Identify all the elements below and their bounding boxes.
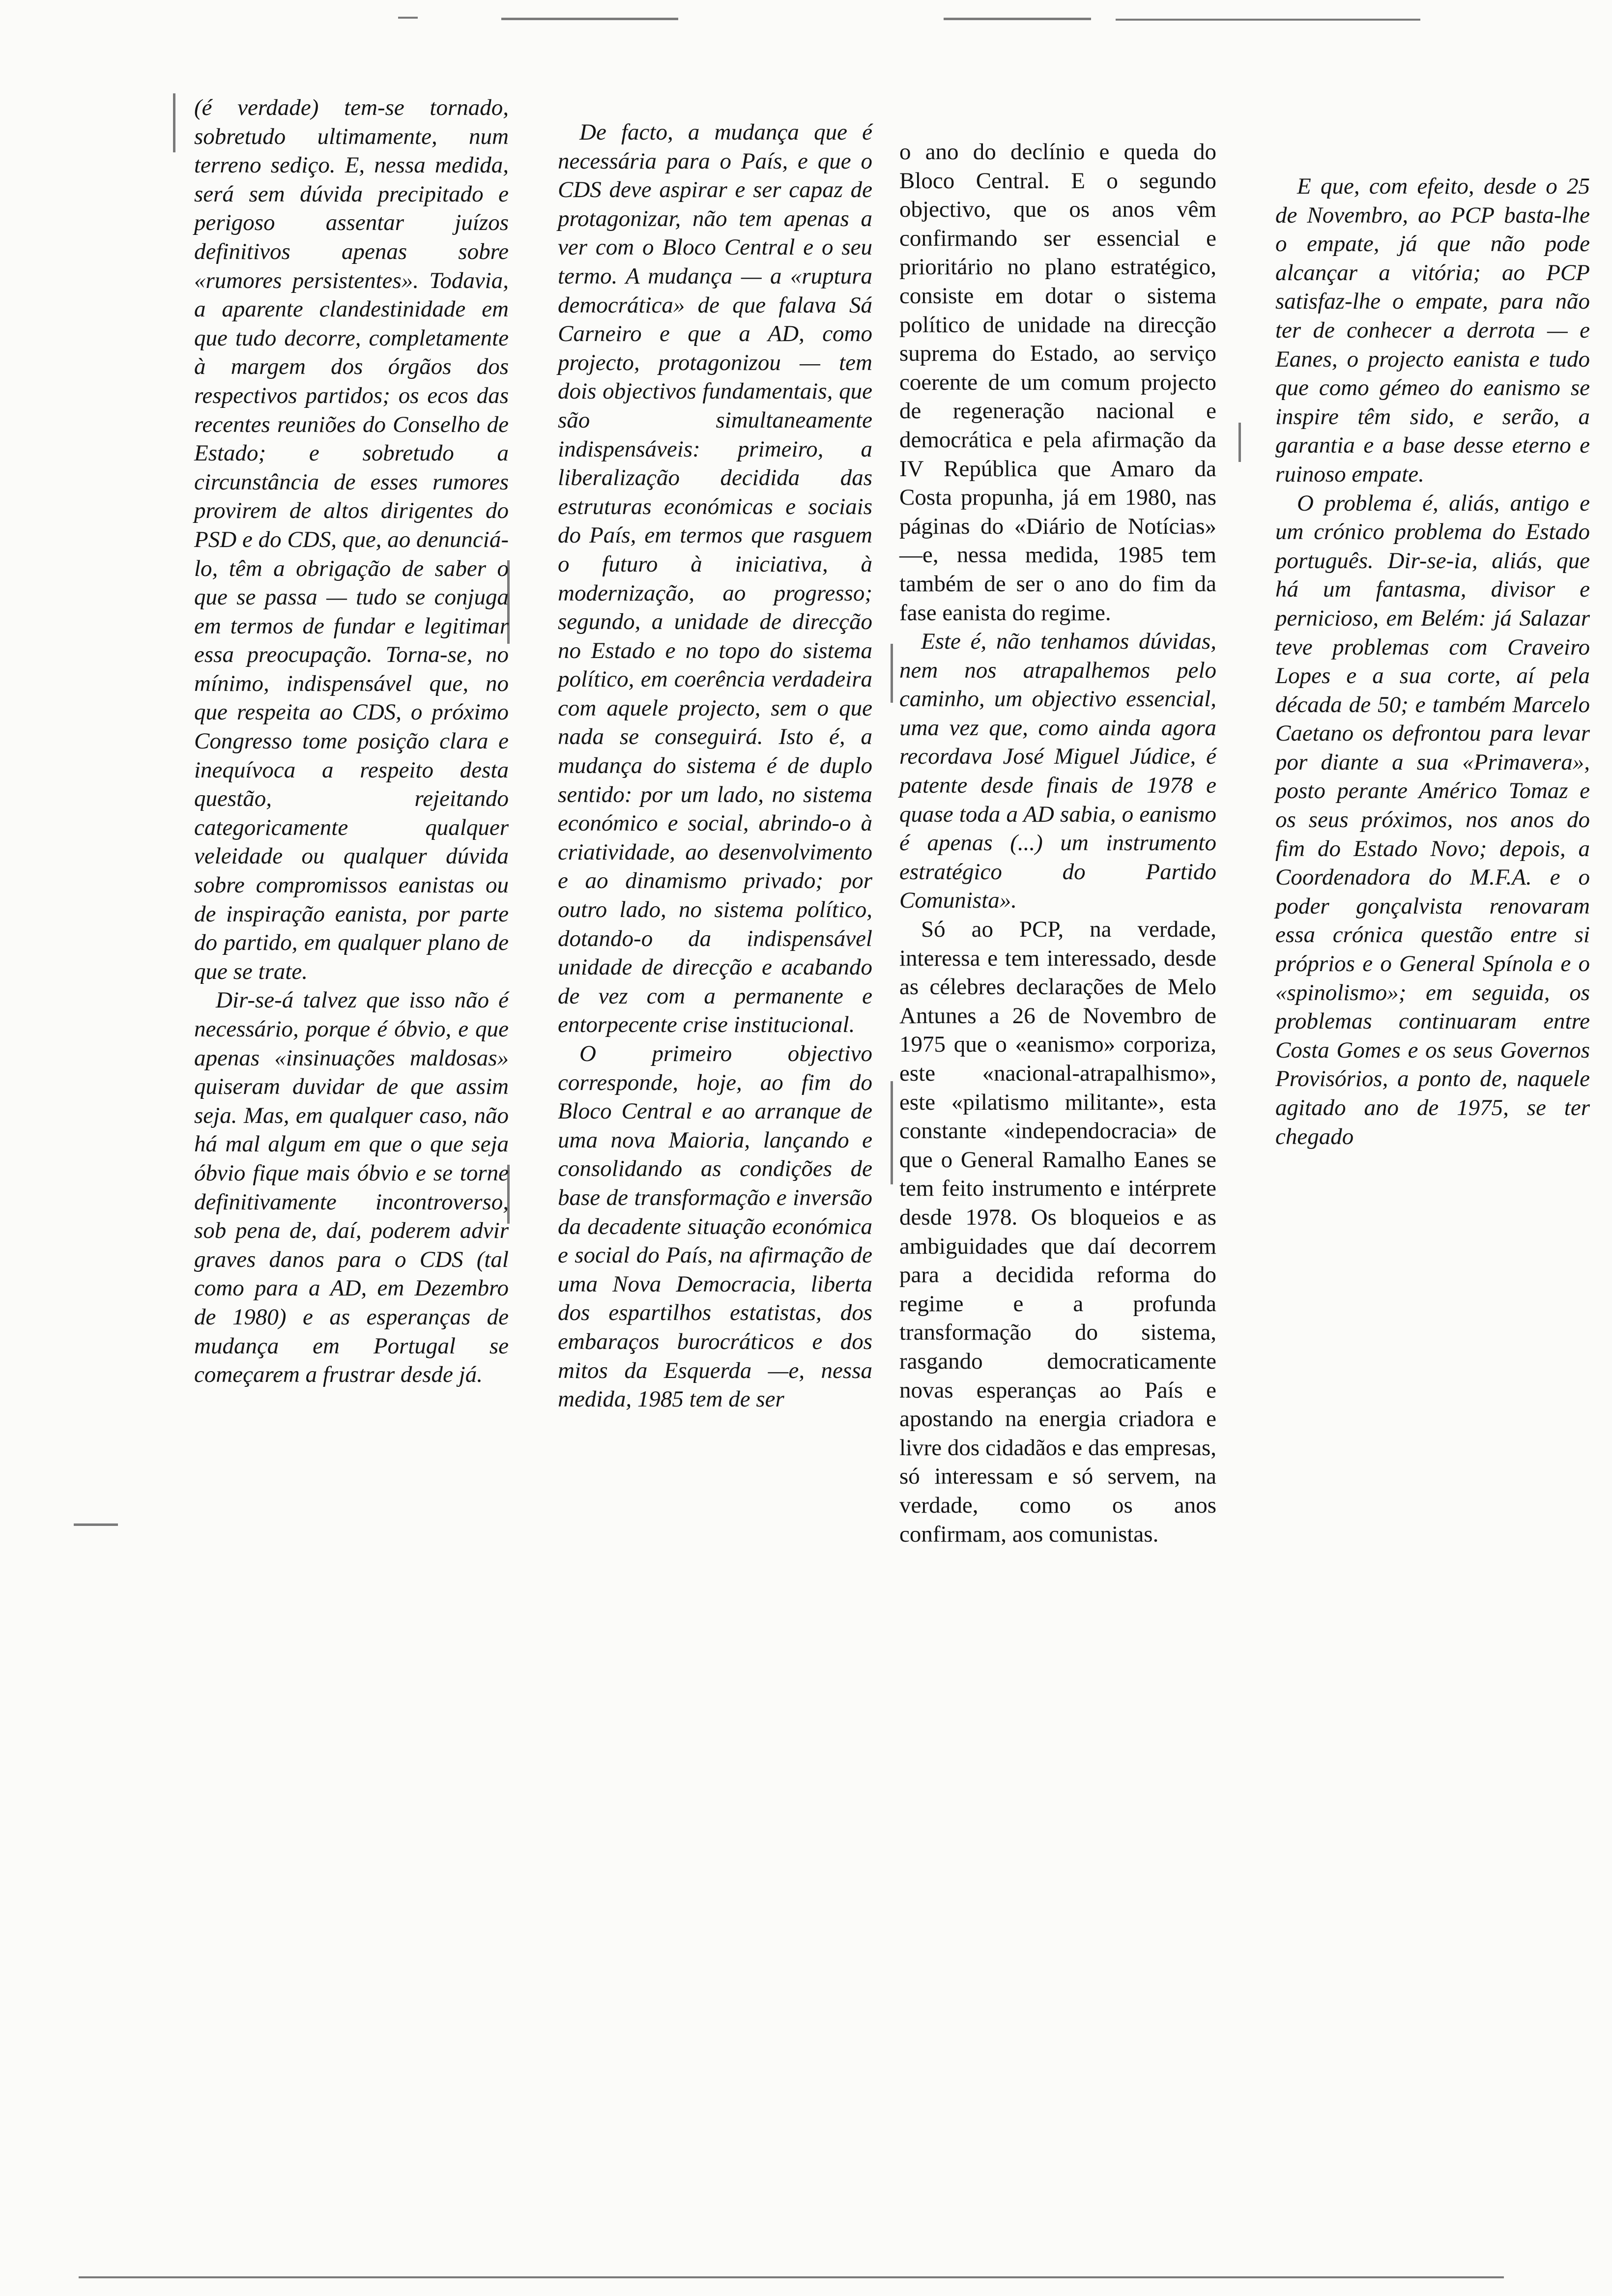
top-edge-mark [1116,19,1420,21]
column-1-paragraph-1: (é verdade) tem-se tornado, sobretudo ultimamente, num terreno sediço. E, nessa medida, será sem dúvida precipitado e perigoso assentar juízos definitivos apenas sobre «rumores persistentes». Todavia, a aparente clandestinidade em que tudo decorre, completamente à margem dos órgãos dos respectivos partidos; os ecos das recentes reuniões do Conselho de Estado; e sobretudo a circunstância de esses rumores provirem de altos dirigentes do PSD e do CDS, que, ao denunciá-lo, têm a obrigação de saber o que se passa — tudo se conjuga em termos de fundar e legitimar essa preocupação. Torna-se, no mínimo, indispensável que, no que respeita ao CDS, o próximo Congresso tome posição clara e inequívoca a respeito desta questão, rejeitando categoricamente qualquer veleidade ou qualquer dúvida sobre compromissos eanistas ou de inspiração eanista, por parte do partido, em qualquer plano de que se trate. [194,95,509,984]
column-margin-mark [891,644,893,703]
top-edge-mark [398,17,418,19]
column-margin-mark [173,93,175,152]
column-margin-mark [1238,423,1241,462]
column-4-paragraph-2: O problema é, aliás, antigo e um crónico problema do Estado português. Dir-se-ia, aliás, que há um fantasma, divisor e pernicioso, em Belém: já Salazar teve problemas com Craveiro Lopes e a sua corte, aí pela década de 50; e também Marcelo Caetano os defrontou para levar por diante a sua «Primavera», posto perante Américo Tomaz e os seus próximos, nos anos do fim do Estado Novo; depois, a Coordenadora do M.F.A. e o poder gonçalvista renovaram essa crónica questão entre si próprios e o General Spínola e o «spinolismo»; em seguida, os problemas continuaram entre Costa Gomes e os seus Governos Provisórios, a ponto de, naquele agitado ano de 1975, se ter chegado [1275,490,1590,1149]
left-margin-mark [74,1523,118,1526]
top-edge-mark [501,18,678,20]
top-edge-mark [944,18,1091,20]
column-2-paragraph-1: De facto, a mudança que é necessária para o País, e que o CDS deve aspirar e ser capaz de protagonizar, não tem apenas a ver com o Bloco Central e o seu termo. A mudança — a «ruptura democrática» de que falava Sá Carneiro e que a AD, como projecto, protagonizou — tem dois objectivos fundamentais, que são simultaneamente indispensáveis: primeiro, a liberalização decidida das estruturas económicas e sociais do País, em termos que rasguem o futuro à iniciativa, à modernização, ao progresso; segundo, a unidade de direcção no Estado e no topo do sistema político, em coerência verdadeira com aquele projecto, sem o que nada se conseguirá. Isto é, a mudança do sistema é de duplo sentido: por um lado, no sistema económico e social, abrindo-o à criatividade, ao desenvolvimento e ao dinamismo privado; por outro lado, no sistema político, dotando-o da indispensável unidade de direcção e acabando de vez com a permanente e entorpecente crise institucional. [558,119,872,1038]
column-margin-mark [891,1081,893,1184]
column-3 [899,138,1216,1549]
column-4 [1275,172,1590,1151]
column-2 [558,118,872,1414]
column-1 [194,93,509,1389]
column-3-paragraph-3: Só ao PCP, na verdade, interessa e tem interessado, desde as célebres declarações de Melo Antunes a 26 de Novembro de 1975 que o «eanismo» corporiza, este «nacional-atrapalhismo», este «pilatismo militante», esta constante «independocracia» de que o General Ramalho Eanes se tem feito instrumento e intérprete desde 1978. Os bloqueios e as ambiguidades que daí decorrem para a decidida reforma do regime e a profunda transformação do sistema, rasgando democraticamente novas esperanças ao País e apostando na energia criadora e livre dos cidadãos e das empresas, só interessam e só servem, na verdade, como os anos confirmam, aos comunistas. [899,917,1216,1547]
column-3-paragraph-2: Este é, não tenhamos dúvidas, nem nos atrapalhemos pelo caminho, um objectivo essencial, uma vez que, como ainda agora recordava José Miguel Júdice, é patente desde finais de 1978 e quase toda a AD sabia, o eanismo é apenas (...) um instrumento estratégico do Partido Comunista». [899,629,1216,914]
column-2-paragraph-2: O primeiro objectivo corresponde, hoje, ao fim do Bloco Central e ao arranque de uma nova Maioria, lançando e consolidando as condições de base de transformação e inversão da decadente situação económica e social do País, na afirmação de uma Nova Democracia, liberta dos espartilhos estatistas, dos embaraços burocráticos e dos mitos da Esquerda —e, nessa medida, 1985 tem de ser [558,1041,872,1412]
column-4-paragraph-1: E que, com efeito, desde o 25 de Novembro, ao PCP basta-lhe o empate, já que não pode alcançar a vitória; ao PCP satisfaz-lhe o empate, para não ter de conhecer a derrota — e Eanes, o projecto eanista e tudo que como gémeo do eanismo se inspire têm sido, e serão, a garantia e a base desse eterno e ruinoso empate. [1275,173,1590,487]
bottom-edge-mark [79,2276,1504,2278]
column-3-paragraph-1: o ano do declínio e queda do Bloco Central. E o segundo objectivo, que os anos vêm confirmando ser essencial e prioritário no plano estratégico, consiste em dotar o sistema político de unidade na direcção suprema do Estado, ao serviço coerente de um comum projecto de regeneração nacional e democrática e pela afirmação da IV República que Amaro da Costa propunha, já em 1980, nas páginas do «Diário de Notícias» —e, nessa medida, 1985 tem também de ser o ano do fim da fase eanista do regime. [899,139,1216,626]
column-1-paragraph-2: Dir-se-á talvez que isso não é necessário, porque é óbvio, e que apenas «insinuações maldosas» quiseram duvidar de que assim seja. Mas, em qualquer caso, não há mal algum em que o que seja óbvio fique mais óbvio e se torne definitivamente incontroverso, sob pena de, daí, poderem advir graves danos para o CDS (tal como para a AD, em Dezembro de 1980) e as esperanças de mudança em Portugal se começarem a frustrar desde já. [194,987,509,1388]
